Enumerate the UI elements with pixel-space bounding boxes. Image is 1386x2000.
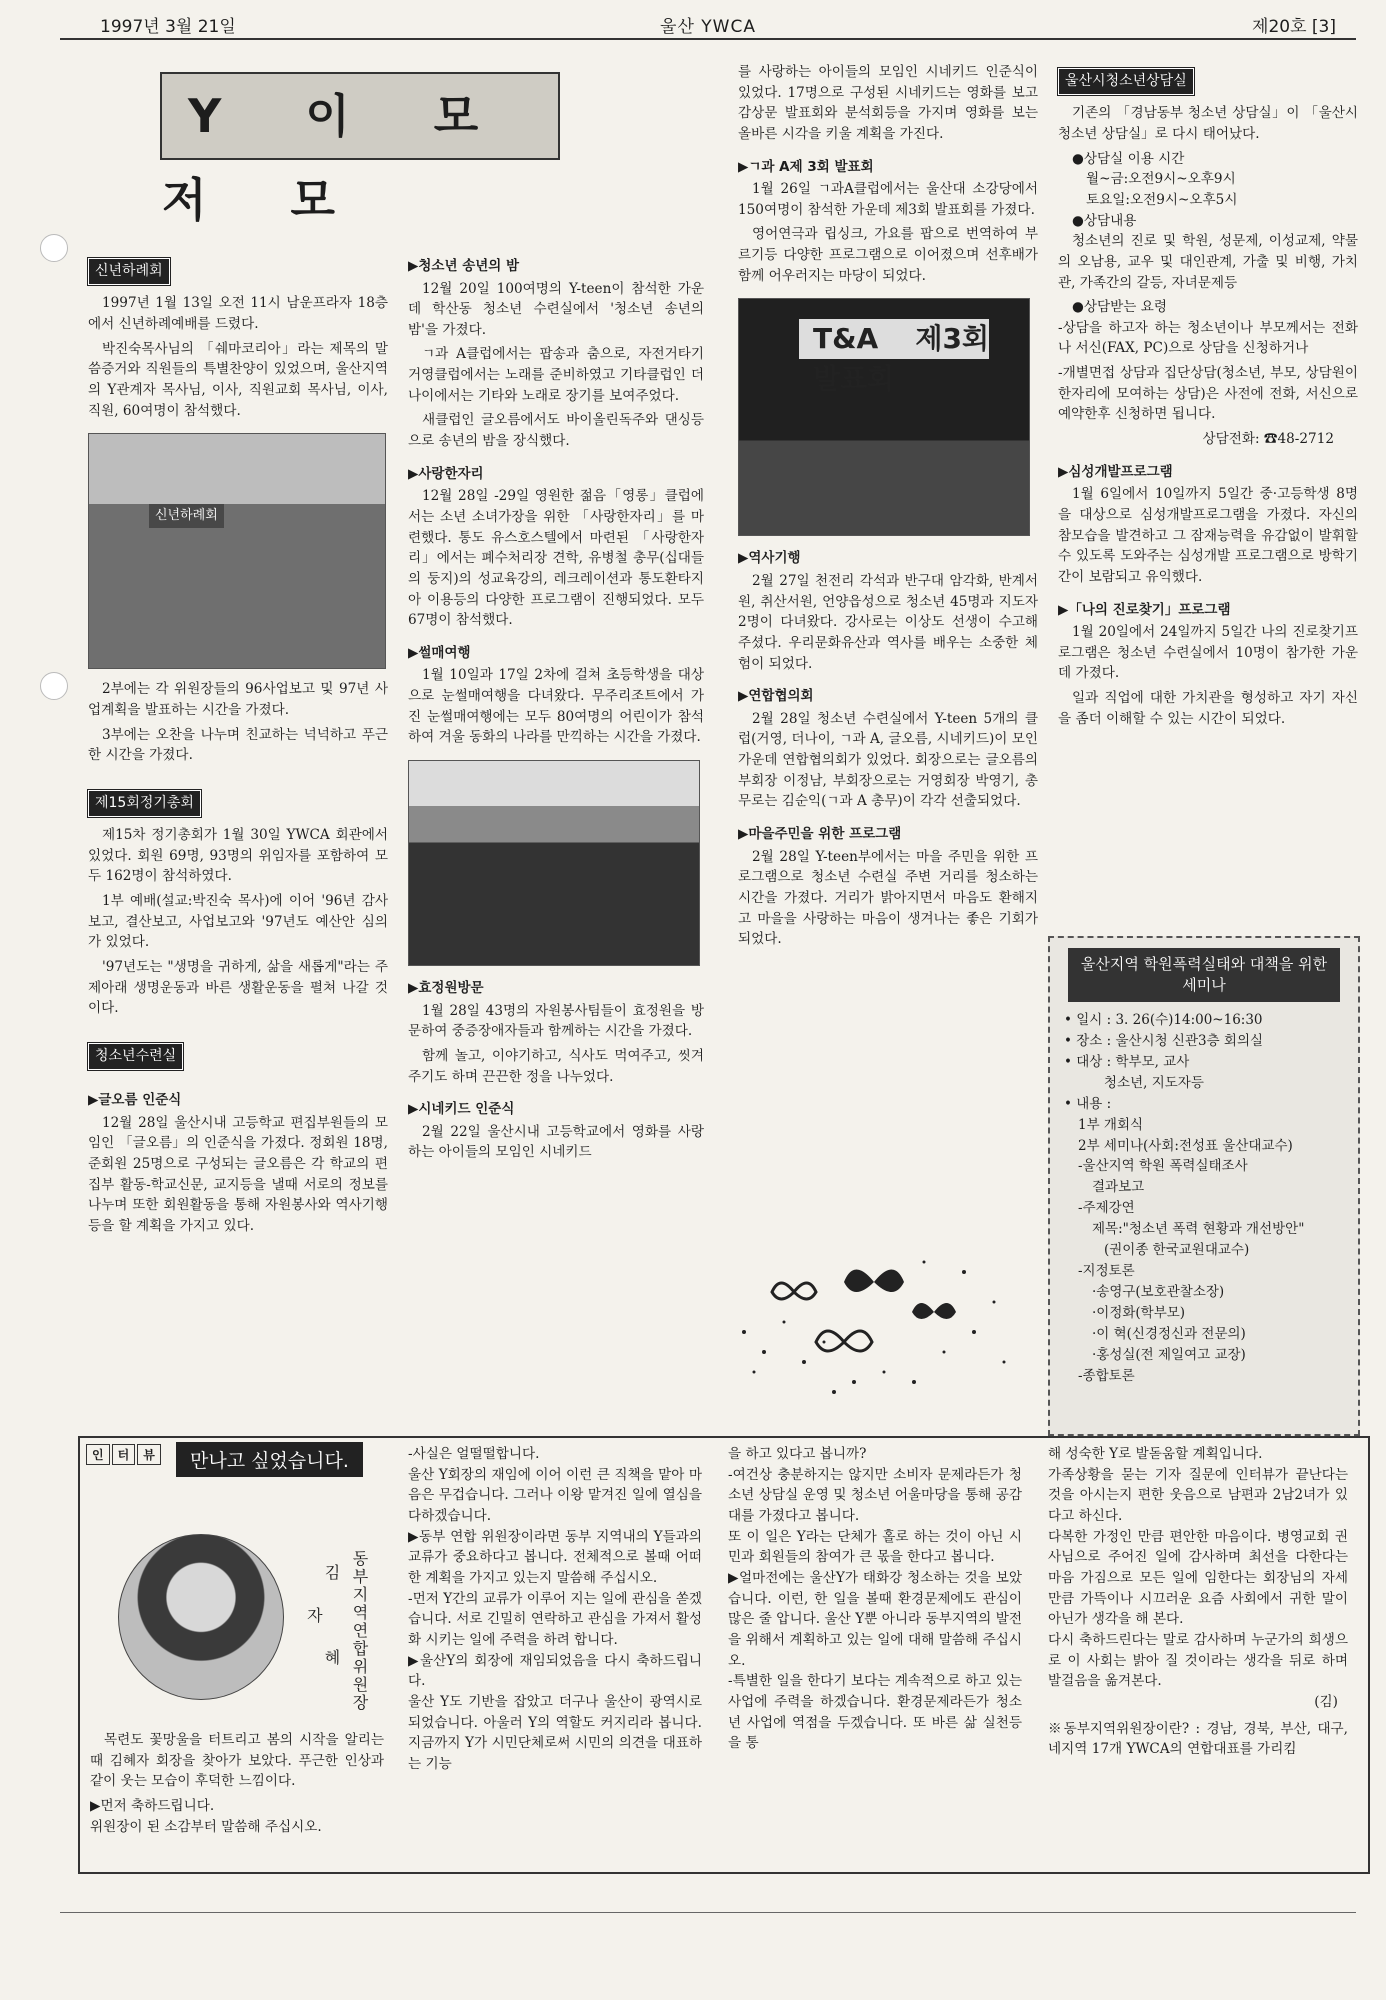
question: 위원장이 된 소감부터 말씀해 주십시오. — [90, 1818, 322, 1835]
paragraph: 3부에는 오찬을 나누며 친교하는 넉넉하고 푸근한 시간을 가졌다. — [88, 726, 388, 764]
subheading: ▶연합협의회 — [738, 688, 814, 705]
seminar-line: ·이 혁(신경정신과 전문의) — [1092, 1325, 1246, 1342]
headline-counseling: 울산시청소년상담실 — [1058, 68, 1196, 95]
paragraph: 해 성숙한 Y로 발돋움할 계획입니다. 가족상황을 묻는 기자 질문에 인터뷰가 끝난다는 것을 아시는지 편한 웃음으로 남편과 2남2녀가 있다고 하신다. 다복한 가정인 만큼 편안한 마음이다. 병영교회 권사님으로 주어진 일에 감사하며 최선을 다한다는 마음 가짐으로 모든 일에 임한다는 회장님의 자세만큼 가뜩이나 시끄러운 요즘 사회에서 귀한 말이 아닌가 생각을 해 본다. 다시 축하드린다는 말로 감사하며 누군가의 희생으로 이 사회는 밝아 질 것이라는 생각을 뒤로 하며 발걸음을 옮겨본다. — [1048, 1446, 1348, 1690]
page-header — [60, 8, 1356, 40]
seminar-line: ·이정화(학부모) — [1092, 1304, 1186, 1321]
paragraph: 새클럽인 글오름에서도 바이올린독주와 댄싱등으로 송년의 밤을 장식했다. — [408, 412, 704, 450]
binder-hole — [40, 672, 68, 700]
paragraph: 박진숙목사님의 「쉐마코리아」라는 제목의 말씀증거와 직원들의 특별찬양이 있었으며, 울산지역의 Y관계자 목사님, 이사, 직원교회 목사님, 이사, 직원, 60여명이 참석했다. — [88, 340, 388, 419]
paragraph: -개별면접 상담과 집단상담(청소년, 부모, 상담원이 한자리에 모여하는 상담)은 사전에 전화, 서신으로 예약한후 신청하면 됩니다. — [1058, 365, 1358, 423]
seminar-line: • 장소 : 울산시청 신관3층 회의실 — [1064, 1032, 1264, 1049]
interview-col-4 — [1048, 1444, 1348, 1760]
headline-youth-center: 청소년수련실 — [88, 1043, 185, 1070]
seminar-title: 울산지역 학원폭력실태와 대책을 위한 세미나 — [1068, 948, 1340, 1002]
paragraph: 제15차 정기총회가 1월 30일 YWCA 회관에서 있었다. 회원 69명, 93명의 위임자를 포함하여 모두 162명이 참석하였다. — [88, 827, 388, 885]
seminar-line: -울산지역 학원 폭력실태조사 — [1078, 1158, 1248, 1175]
interview-col-1 — [90, 1730, 384, 1837]
list-heading: ●상담내용 — [1072, 212, 1137, 229]
seminar-line: • 내용 : — [1064, 1095, 1112, 1112]
issue-date: 1997년 3월 21일 — [100, 17, 236, 37]
counseling-phone: 상담전화: ☎48-2712 — [1202, 431, 1334, 448]
interview-col-3: 을 하고 있다고 봅니까? -여건상 충분하지는 않지만 소비자 문제라든가 청소년 상담실 운영 및 청소년 어울마당을 통해 공감대를 가졌다고 봅니다. 또 이 일은 Y라는 단체가 홀로 하는 것이 아닌 시민과 회원들의 참여가 큰 몫을 한다고 봅니다. ▶얼마전에는 울산Y가 태화강 청소하는 것을 보았습니다. 이런, 한 일을 볼때 환경문제에도 관심이 많은 줄 압니다. 울산 Y뿐 아니라 동부지역의 발전을 위해서 계획하고 있는 일에 대해 말씀해 주십시오. -특별한 일을 한다기 보다는 계속적으로 하고 있는 사업에 주력을 하겠습니다. 환경문제라든가 청소년 사업에 역점을 두겠습니다. 또 바른 삶 실천등을 통 — [728, 1446, 1022, 1752]
paragraph: 기존의 「경남동부 청소년 상담실」이 「울산시 청소년 상담실」로 다시 태어났다. — [1058, 105, 1358, 142]
interview-tag: 인 터 뷰 — [86, 1444, 163, 1465]
paragraph: 2부에는 각 위원장들의 96사업보고 및 97년 사업계획을 발표하는 시간을 가졌다. — [88, 681, 388, 718]
headline-newyear: 신년하례회 — [88, 258, 172, 285]
subheading: ▶ㄱ과 A제 3회 발표회 — [738, 158, 874, 175]
list-heading: ●상담실 이용 시간 — [1072, 150, 1185, 167]
interviewee-name: 김 혜 자 — [304, 1564, 341, 1698]
seminar-line: 1부 개회식 — [1078, 1116, 1144, 1133]
photo-recital — [738, 298, 1030, 536]
list-heading: ●상담받는 요령 — [1072, 299, 1167, 316]
seminar-line: -주제강연 — [1078, 1200, 1135, 1217]
paragraph: ㄱ과 A클럽에서는 팝송과 춤으로, 자전거타기 거영클럽에서는 노래를 준비하였고 기타클럽인 더나이에서는 기타와 노래로 장기를 보여주었다. — [408, 346, 704, 404]
subheading: ▶청소년 송년의 밤 — [408, 258, 520, 274]
photo-banner: T&A 제3회 발표회 — [799, 319, 989, 359]
column-4 — [1058, 68, 1358, 733]
seminar-line: • 일시 : 3. 26(수)14:00~16:30 — [1064, 1012, 1263, 1028]
paragraph: 1997년 1월 13일 오전 11시 남운프라자 18층에서 신년하례예배를 드렸다. — [88, 295, 388, 332]
section-title: Y 이 모 저 모 — [160, 72, 560, 160]
photo-sign: 신년하례회 — [149, 504, 224, 528]
subheading: ▶마을주민을 위한 프로그램 — [738, 826, 902, 843]
photo-sledding-trip — [408, 760, 700, 966]
subheading: ▶역사기행 — [738, 550, 801, 567]
paragraph: 2월 27일 천전리 각석과 반구대 암각화, 반계서원, 취산서원, 언양읍성으로 청소년 45명과 지도자 2명이 다녀왔다. 강사로는 이상도 선생이 수고해 주셨다. 우리문화유산과 역사를 배우는 소중한 체험이 되었다. — [738, 572, 1038, 672]
paragraph: 2월 28일 청소년 수련실에서 Y-teen 5개의 클럽(거영, 더나이, ㄱ과 A, 글오름, 시네키드)이 모인 가운데 연합협의회가 있었다. 회장으로는 글오름의 부회장 이정남, 부회장으로는 거영회장 박영기, 총무로는 김순익(ㄱ과 A 총무)이 각각 선출되었다. — [738, 710, 1039, 810]
seminar-line: 2부 세미나(사회:전성표 울산대교수) — [1078, 1137, 1293, 1154]
masthead: 울산 YWCA — [660, 17, 756, 37]
list-item: 토요일:오전9시~오후5시 — [1086, 191, 1238, 208]
paragraph: -상담을 하고자 하는 청소년이나 부모께서는 전화나 서신(FAX, PC)으로 상담을 신청하거나 — [1058, 319, 1358, 357]
paragraph: 2월 22일 울산시내 고등학교에서 영화를 사랑하는 아이들의 모임인 시네키드 — [408, 1123, 704, 1161]
paragraph: 를 사랑하는 아이들의 모임인 시네키드 인준식이 있었다. 17명으로 구성된 시네키드는 영화를 보고 감상문 발표회와 분석회등을 가지며 영화를 보는 올바른 시각을 키울 계획을 가진다. — [738, 64, 1038, 142]
list-item: 월~금:오전9시~오후9시 — [1086, 171, 1236, 188]
subheading: ▶썰매여행 — [408, 644, 471, 661]
interviewee-role: 동부지역연합위원장 — [350, 1550, 369, 1712]
seminar-line: • 대상 : 학부모, 교사 — [1064, 1053, 1190, 1070]
paragraph: 12월 28일 -29일 영원한 젊음「영롱」클럽에서는 소년 소녀가장을 위한 「사랑한자리」를 마련했다. 통도 유스호스텔에서 마련된 「사랑한자리」에서는 폐수처리장 견학, 유병철 총무(십대들의 둥지)의 성교육강의, 레크레이션과 통도환타지아 이용등의 다양한 프로그램이 진행되었다. 모두 67명이 참석했다. — [408, 488, 704, 629]
paragraph: '97년도는 "생명을 귀하게, 삶을 새롭게"라는 주제아래 생명운동과 바른 생활운동을 펼쳐 나갈 것이다. — [88, 959, 388, 1017]
photo-newyear — [88, 433, 386, 669]
paragraph: 목련도 꽃망울을 터트리고 봄의 시작을 알리는 때 김혜자 회장을 찾아가 보았다. 푸근한 인상과 같이 웃는 모습이 후덕한 느낌이다. — [90, 1732, 384, 1790]
headline-general-meeting: 제15회정기총회 — [88, 790, 203, 817]
seminar-line: ·홍성실(전 제일여고 교장) — [1092, 1346, 1246, 1363]
column-2 — [408, 244, 704, 1167]
paragraph: 영어연극과 립싱크, 가요를 팝으로 번역하여 부르기등 다양한 프로그램으로 이어졌으며 선후배가 함께 어우러지는 마당이 되었다. — [738, 226, 1038, 284]
seminar-line: (권이종 한국교원대교수) — [1104, 1242, 1250, 1259]
seminar-notice-box — [1048, 936, 1360, 1436]
column-3 — [738, 62, 1038, 954]
paragraph: 2월 28일 Y-teen부에서는 마을 주민을 위한 프로그램으로 청소년 수련실 주변 거리를 청소하는 시간을 가졌다. 거리가 밝아지면서 마음도 환해지고 마을을 사랑하는 마음이 생겨나는 좋은 기회가 되었다. — [738, 848, 1038, 948]
author-signature: (김) — [1314, 1693, 1338, 1710]
binder-hole — [40, 234, 68, 262]
interview-title: 만나고 싶었습니다. — [176, 1442, 363, 1477]
seminar-line: 결과보고 — [1092, 1179, 1145, 1196]
footnote: ※동부지역위원장이란? : 경남, 경북, 부산, 대구, 네지역 17개 YWCA의 연합대표를 가리킴 — [1048, 1720, 1348, 1758]
paragraph: 1월 20일에서 24일까지 5일간 나의 진로찾기프로그램은 청소년 수련실에서 10명이 참가한 가운데 가졌다. — [1058, 624, 1358, 682]
paragraph: 1부 예배(설교:박진숙 목사)에 이어 '96년 감사보고, 결산보고, 사업보고와 '97년도 예산안 심의가 있었다. — [88, 893, 388, 951]
paragraph: 1월 6일에서 10일까지 5일간 중·고등학생 8명을 대상으로 심성개발프로그램을 가졌다. 자신의 참모습을 발견하고 그 잠재능력을 유감없이 발휘할 수 있도록 도와주는 심성개발 프로그램으로 방학기간이 보람되고 유익했다. — [1058, 486, 1358, 585]
subheading: ▶시네키드 인준식 — [408, 1101, 515, 1118]
seminar-line: -종합토론 — [1078, 1367, 1135, 1384]
paragraph: 12월 28일 울산시내 고등학교 편집부원들의 모임인 「글오름」의 인준식을 가졌다. 정회원 18명, 준회원 25명으로 구성되는 글오름은 각 학교의 편집부 활동-학교신문, 교지등을 낼때 서로의 정보를 나누며 또한 회원활동을 통해 자원봉사와 역사기행등을 할 계획을 가지고 있다. — [88, 1114, 388, 1235]
bottom-rule — [60, 1912, 1356, 1913]
seminar-line: ·송영구(보호관찰소장) — [1092, 1283, 1225, 1300]
column-1 — [88, 252, 388, 1241]
issue-number: 제20호 [3] — [1252, 17, 1336, 37]
paragraph: 함께 놀고, 이야기하고, 식사도 먹여주고, 씻겨주기도 하며 끈끈한 정을 나누었다. — [408, 1047, 704, 1085]
paragraph: 청소년의 진로 및 학원, 성문제, 이성교제, 약물의 오남용, 교우 및 대인관계, 가출 및 비행, 가치관, 가족간의 갈등, 자녀문제등 — [1058, 233, 1358, 291]
subheading: ▶글오름 인준식 — [88, 1092, 182, 1109]
seminar-line: 청소년, 지도자등 — [1104, 1074, 1204, 1091]
seminar-line: -지정토론 — [1078, 1263, 1135, 1280]
butterfly-illustration — [724, 1232, 1024, 1402]
subheading: ▶사랑한자리 — [408, 465, 484, 482]
question: ▶먼저 축하드립니다. — [90, 1797, 215, 1814]
subheading: ▶효정원방문 — [408, 980, 484, 997]
subheading: ▶심성개발프로그램 — [1058, 463, 1173, 480]
paragraph: 1월 10일과 17일 2차에 걸쳐 초등학생을 대상으로 눈썰매여행을 다녀왔다. 무주리조트에서 가진 눈썰매여행에는 모두 80여명의 어린이가 참석하여 겨울 동화의 나라를 만끽하는 시간을 가졌다. — [408, 667, 704, 746]
interviewee-portrait — [118, 1534, 284, 1700]
paragraph: 12월 20일 100여명의 Y-teen이 참석한 가운데 학산동 청소년 수련실에서 '청소년 송년의 밤'을 가졌다. — [408, 280, 704, 338]
subheading: ▶「나의 진로찾기」프로그램 — [1058, 601, 1231, 618]
paragraph: 일과 직업에 대한 가치관을 형성하고 자기 자신을 좀더 이해할 수 있는 시간이 되었다. — [1058, 690, 1358, 727]
interview-box — [78, 1436, 1370, 1874]
interview-col-2: -사실은 얼떨떨합니다. 울산 Y회장의 재임에 이어 이런 큰 직책을 맡아 마음은 무겁습니다. 그러나 이왕 맡겨진 일에 열심을 다하겠습니다. ▶동부 연합 위원장이라면 동부 지역내의 Y들과의 교류가 중요하다고 봅니다. 전체적으로 볼때 어떠한 계획을 가지고 있는지 말씀해 주십시오. -먼저 Y간의 교류가 이루어 지는 일에 관심을 쏟겠습니다. 서로 긴밀히 연락하고 관심을 가져서 활성화 시키는 일에 주력을 하려 합니다. ▶울산Y의 회장에 재임되었음을 다시 축하드립니다. 울산 Y도 기반을 잡았고 더구나 울산이 광역시로 되었습니다. 아울러 Y의 역할도 커지리라 봅니다. 지금까지 Y가 시민단체로써 시민의 의견을 대표하는 기능 — [408, 1446, 702, 1772]
paragraph: 1월 28일 43명의 자원봉사팀들이 효정원을 방문하여 중증장애자들과 함께하는 시간을 가졌다. — [408, 1002, 704, 1040]
seminar-line: 제목:"청소년 폭력 현황과 개선방안" — [1092, 1221, 1305, 1238]
paragraph: 1월 26일 ㄱ과A클럽에서는 울산대 소강당에서 150여명이 참석한 가운데 제3회 발표회를 가졌다. — [738, 181, 1038, 218]
